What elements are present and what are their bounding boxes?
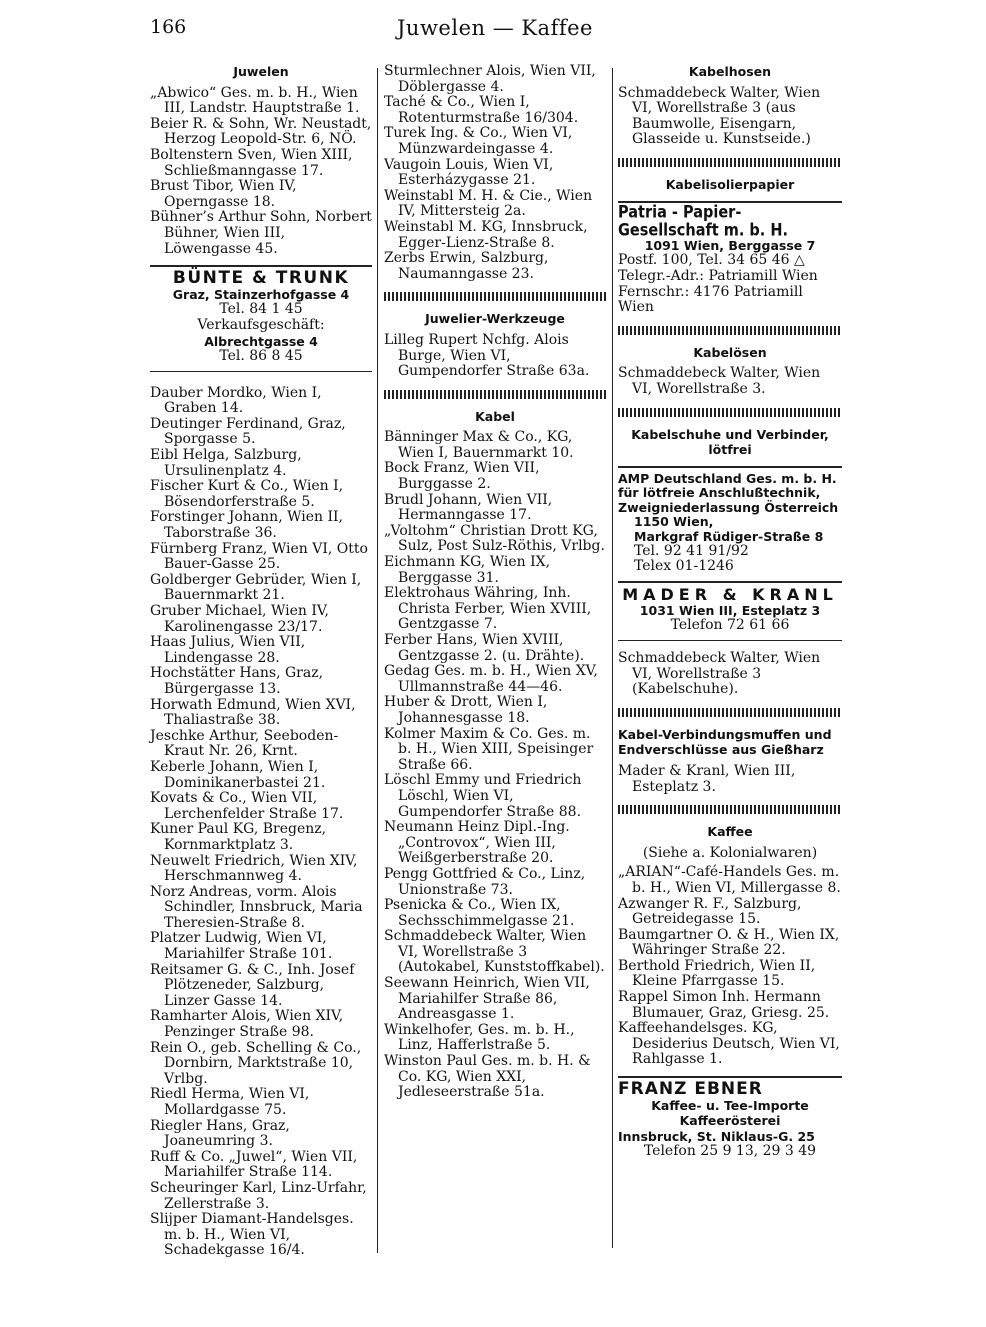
list-item: Gruber Michael, Wien IV, Karolinengasse 23/17.: [150, 603, 329, 635]
list-item: Winkelhofer, Ges. m. b. H., Linz, Hafferlstraße 5.: [384, 1021, 575, 1054]
list-item: Fürnberg Franz, Wien VI, Otto Bauer-Gasse 25.: [150, 540, 368, 573]
ad-address: Graz, Stainzerhofgasse 4: [172, 286, 350, 302]
ad-address: 1091 Wien, Berggasse 7: [644, 237, 816, 253]
column-3: [618, 64, 842, 1160]
section-heading-muffen: Kabel-Verbindungsmuffen und Endverschlüsse aus Gießharz: [618, 726, 832, 758]
section-heading-juwelen: Juwelen: [233, 64, 289, 79]
kabel-list: [384, 430, 606, 1101]
list-item: Weinstabl M. KG, Innsbruck, Egger-Lienz-Straße 8.: [384, 218, 588, 251]
list-item: Riedl Herma, Wien VI, Mollardgasse 75.: [150, 1086, 310, 1118]
list-item: Schmaddebeck Walter, Wien VI, Worellstraße 3 (Autokabel, Kunststoffkabel).: [384, 928, 605, 976]
list-item: Schmaddebeck Walter, Wien VI, Worellstraße 3 (aus Baumwolle, Eisengarn, Glasseide u. Kunstseide.): [618, 84, 821, 148]
ad-tel: Tel. 84 1 45: [219, 301, 303, 318]
ad-line: für lötfreie Anschlußtechnik,: [618, 485, 821, 501]
list-item: Turek Ing. & Co., Wien VI, Münzwardeingasse 4.: [384, 125, 573, 157]
ad-amp: [618, 472, 842, 574]
section-heading-kabel: Kabel: [475, 408, 515, 424]
ad-rule: [618, 1076, 842, 1078]
list-item: Rein O., geb. Schelling & Co., Dornbirn, Marktstraße 10, Vrlbg.: [150, 1039, 362, 1087]
separator-bar: [618, 805, 842, 814]
ad-line: AMP Deutschland Ges. m. b. H.: [618, 470, 837, 486]
ad-rule: [150, 265, 372, 267]
list-item: Haas Julius, Wien VII, Lindengasse 28.: [150, 634, 306, 666]
kabeloesen-list: [618, 366, 842, 397]
page-number: 166: [150, 16, 187, 38]
ad-line: Zweigniederlassung Österreich: [618, 499, 839, 515]
list-item: Kaffeehandelsges. KG, Desiderius Deutsch, Wien VI, Rahlgasse 1.: [618, 1020, 840, 1068]
list-item: Lilleg Rupert Nchfg. Alois Burge, Wien VI, Gumpendorfer Straße 63a.: [384, 331, 590, 380]
ad-title: Patria - Papier-Gesellschaft m. b. H.: [618, 203, 789, 240]
ad-shop-label: Verkaufsgeschäft:: [197, 316, 325, 333]
list-item: „ARIAN“-Café-Handels Ges. m. b. H., Wien VI, Millergasse 8.: [618, 864, 841, 896]
list-item: Eibl Helga, Salzburg, Ursulinenplatz 4.: [150, 447, 302, 479]
section-heading-werkzeuge: Juwelier-Werkzeuge: [425, 311, 565, 327]
column-divider: [377, 68, 378, 1253]
ad-line: Tel. 92 41 91/92: [634, 543, 749, 560]
ad-franz-ebner: [618, 1079, 842, 1160]
separator-bar: [618, 326, 842, 335]
ad-title: MADER & KRANL: [622, 585, 838, 605]
list-item: Huber & Drott, Wien I, Johannesgasse 18.: [384, 694, 548, 726]
section-heading-isolierpapier: Kabelisolierpapier: [665, 176, 795, 192]
separator-bar: [384, 390, 606, 399]
separator-bar: [618, 158, 842, 167]
list-item: Weinstabl M. H. & Cie., Wien IV, Mittersteig 2a.: [384, 187, 593, 220]
section-heading-kabelschuhe: Kabelschuhe und Verbinder, lötfrei: [631, 426, 829, 458]
page-header: [150, 14, 840, 44]
list-item: Löschl Emmy und Friedrich Löschl, Wien VI, Gumpendorfer Straße 88.: [384, 772, 582, 820]
list-item: Zerbs Erwin, Salzburg, Naumanngasse 23.: [384, 250, 549, 282]
ad-rule: [618, 640, 842, 641]
list-item: Brudl Johann, Wien VII, Hermanngasse 17.: [384, 491, 553, 524]
list-item: Slijper Diamant-Handelsges. m. b. H., Wien VI, Schadekgasse 16/4.: [150, 1211, 354, 1259]
list-item: Brust Tibor, Wien IV, Operngasse 18.: [150, 178, 297, 210]
ad-sub: Kaffeerösterei: [679, 1113, 781, 1129]
list-item: Winston Paul Ges. m. b. H. & Co. KG, Wien XXI, Jedleseerstraße 51a.: [384, 1053, 591, 1101]
list-item: „Abwico“ Ges. m. b. H., Wien III, Landstr. Hauptstraße 1.: [150, 84, 360, 117]
ad-sub: Kaffee- u. Tee-Importe: [651, 1097, 809, 1113]
list-item: Reitsamer G. & C., Inh. Josef Plötzeneder, Salzburg, Linzer Gasse 14.: [150, 961, 355, 1009]
ad-title: BÜNTE & TRUNK: [172, 268, 350, 289]
list-item: Pengg Gottfried & Co., Linz, Unionstraße 73.: [384, 865, 586, 898]
kabelhosen-list: [618, 86, 842, 148]
list-item: Riegler Hans, Graz, Joaneumring 3.: [150, 1117, 290, 1150]
ad-title: FRANZ EBNER: [618, 1079, 763, 1100]
ad-shop-tel: Tel. 86 8 45: [219, 348, 303, 365]
list-item: Kuner Paul KG, Bregenz, Kornmarktplatz 3.: [150, 821, 327, 853]
ad-line: Markgraf Rüdiger-Straße 8: [634, 528, 824, 544]
list-item: Scheuringer Karl, Linz-Urfahr, Zellerstraße 3.: [150, 1179, 367, 1212]
ad-mader-kranl: [618, 587, 842, 634]
ad-rule: [618, 581, 842, 583]
list-item: Elektrohaus Währing, Inh. Christa Ferber, Wien XVIII, Gentzgasse 7.: [384, 585, 592, 633]
separator-bar: [618, 708, 842, 717]
list-item: Ferber Hans, Wien XVIII, Gentzgasse 2. (u. Drähte).: [384, 632, 585, 664]
kaffee-list: [618, 865, 842, 1068]
column-1: [150, 64, 372, 1259]
ad-shop-address: Albrechtgasse 4: [204, 333, 318, 349]
ad-fernschr: Fernschr.: 4176 Patriamill Wien: [618, 283, 803, 316]
list-item: Bühner’s Arthur Sohn, Norbert Bühner, Wien III, Löwengasse 45.: [150, 209, 372, 257]
list-item: Fischer Kurt & Co., Wien I, Bösendorferstraße 5.: [150, 478, 344, 510]
separator-bar: [384, 292, 606, 301]
list-item: Ramharter Alois, Wien XIV, Penzinger Straße 98.: [150, 1008, 344, 1041]
ad-patria: [618, 203, 842, 316]
muffen-list: [618, 764, 842, 795]
ad-line: 1150 Wien,: [634, 514, 714, 530]
list-item: Taché & Co., Wien I, Rotenturmstraße 16/304.: [384, 94, 579, 126]
werkzeuge-list: [384, 333, 606, 380]
list-item: Beier R. & Sohn, Wr. Neustadt, Herzog Leopold-Str. 6, NÖ.: [150, 115, 372, 148]
separator-bar: [618, 408, 842, 417]
ad-telegr: Telegr.-Adr.: Patriamill Wien: [618, 267, 818, 284]
list-item: Baumgartner O. & H., Wien IX, Währinger Straße 22.: [618, 926, 840, 959]
list-item: Keberle Johann, Wien I, Dominikanerbastei 21.: [150, 758, 326, 791]
list-item: Kolmer Maxim & Co. Ges. m. b. H., Wien XIII, Speisinger Straße 66.: [384, 725, 594, 773]
list-item: Sturmlechner Alois, Wien VII, Döblergasse 4.: [384, 63, 596, 95]
list-item: Jeschke Arthur, Seeboden-Kraut Nr. 26, Krnt.: [150, 727, 339, 760]
list-item: Deutinger Ferdinand, Graz, Sporgasse 5.: [150, 415, 346, 448]
list-item: Norz Andreas, vorm. Alois Schindler, Innsbruck, Maria Theresien-Straße 8.: [150, 883, 363, 931]
list-item: Goldberger Gebrüder, Wien I, Bauernmarkt 21.: [150, 571, 362, 604]
list-item: Platzer Ludwig, Wien VI, Mariahilfer Straße 101.: [150, 930, 333, 963]
list-item: Schmaddebeck Walter, Wien VI, Worellstraße 3.: [618, 365, 821, 397]
list-item: Boltenstern Sven, Wien XIII, Schließmanngasse 17.: [150, 146, 353, 179]
list-item: Hochstätter Hans, Graz, Bürgergasse 13.: [150, 665, 324, 697]
list-item: Horwath Edmund, Wien XVI, Thaliastraße 38.: [150, 696, 356, 729]
column-2: [384, 64, 606, 1101]
list-item: Schmaddebeck Walter, Wien VI, Worellstraße 3 (Kabelschuhe).: [618, 649, 821, 698]
ad-address: 1031 Wien III, Esteplatz 3: [639, 602, 821, 618]
kaffee-note: (Siehe a. Kolonialwaren): [642, 844, 818, 861]
ad-rule: [618, 466, 842, 468]
ad-rule: [618, 201, 842, 203]
list-item: Forstinger Johann, Wien II, Taborstraße 36.: [150, 509, 343, 542]
list-item: Vaugoin Louis, Wien VI, Esterházygasse 21.: [384, 156, 554, 189]
section-heading-kabelhosen: Kabelhosen: [688, 64, 772, 79]
list-item: Eichmann KG, Wien IX, Berggasse 31.: [384, 554, 551, 586]
ad-tel: Telefon 25 9 13, 29 3 49: [643, 1143, 817, 1160]
list-item: Gedag Ges. m. b. H., Wien XV, Ullmannstraße 44—46.: [384, 663, 598, 695]
list-item: Ruff & Co. „Juwel“, Wien VII, Mariahilfer Straße 114.: [150, 1148, 358, 1181]
ad-address: Innsbruck, St. Niklaus-G. 25: [618, 1128, 815, 1144]
list-item: Kovats & Co., Wien VII, Lerchenfelder Straße 17.: [150, 790, 344, 822]
list-item: Psenicka & Co., Wien IX, Sechsschimmelgasse 21.: [384, 897, 575, 929]
column-divider: [612, 68, 613, 1248]
list-item: Bänninger Max & Co., KG, Wien I, Bauernmarkt 10.: [384, 429, 574, 461]
section-heading-kabeloesen: Kabelösen: [693, 344, 767, 360]
list-item: Azwanger R. F., Salzburg, Getreidegasse 15.: [618, 895, 802, 928]
list-item: Neumann Heinz Dipl.-Ing. „Controvox“, Wien III, Weißgerberstraße 20.: [384, 819, 570, 867]
juwelen-list-2: [150, 386, 372, 1259]
list-item: Rappel Simon Inh. Hermann Blumauer, Graz, Griesg. 25.: [618, 989, 830, 1021]
juwelen-list-3: [384, 64, 606, 282]
ad-tel: Telefon 72 61 66: [670, 617, 790, 634]
juwelen-list: [150, 86, 372, 258]
list-item: Bock Franz, Wien VII, Burggasse 2.: [384, 460, 540, 493]
section-heading-kaffee: Kaffee: [707, 824, 753, 840]
ad-postf: Postf. 100, Tel. 34 65 46 △: [618, 252, 805, 269]
list-item: Neuwelt Friedrich, Wien XIV, Herschmannweg 4.: [150, 852, 358, 885]
list-item: Seewann Heinrich, Wien VII, Mariahilfer Straße 86, Andreasgasse 1.: [384, 975, 590, 1023]
ad-bunte-trunk: [150, 268, 372, 365]
list-item: Berthold Friedrich, Wien II, Kleine Pfarrgasse 15.: [618, 957, 816, 990]
ad-line: Telex 01-1246: [634, 557, 734, 574]
list-item: Mader & Kranl, Wien III, Esteplatz 3.: [618, 762, 796, 795]
list-item: „Voltohm“ Christian Drott KG, Sulz, Post Sulz-Röthis, Vrlbg.: [384, 522, 605, 555]
running-title: Juwelen — Kaffee: [397, 16, 593, 40]
ad-rule: [150, 371, 372, 372]
list-item: Dauber Mordko, Wien I, Graben 14.: [150, 384, 322, 417]
